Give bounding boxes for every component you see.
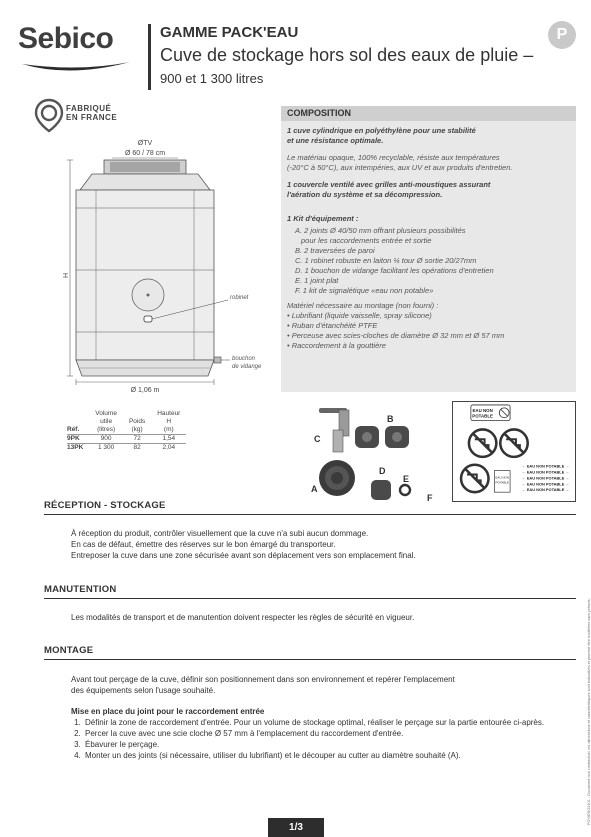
page-badge: P — [548, 21, 576, 49]
section-divider — [44, 598, 576, 599]
bouchon-label-1: bouchon — [232, 356, 256, 362]
tank-drawing — [64, 140, 274, 400]
logo-swoosh-icon — [20, 58, 132, 76]
montage-line: Avant tout perçage de la cuve, définir son positionnement dans son environnement et repérer l'emplacement — [71, 675, 455, 684]
material-item: • Ruban d'étanchéité PTFE — [287, 321, 378, 330]
height-label: H — [63, 272, 70, 278]
composition-lid: 1 couvercle ventilé avec grilles anti-moustiques assurant l'aération du système et sa décompression. — [287, 180, 491, 199]
page-number: 1/3 — [268, 818, 324, 837]
signage-strip: ← EAU NON POTABLE → — [521, 487, 570, 493]
no-drink-icon — [500, 429, 527, 456]
product-subtitle — [160, 44, 540, 90]
montage-subtitle: Mise en place du joint pour le raccordement entrée — [71, 707, 265, 716]
composition-tank: 1 cuve cylindrique en polyéthylène pour une stabilité et une résistance optimale. — [287, 126, 476, 145]
montage-line: des équipements selon l'usage souhaité. — [71, 686, 216, 695]
subtitle-volumes: 900 et 1 300 litres — [160, 71, 264, 86]
legal-side-text: POVIENO2401 - Document non contractuel, les dimensions et caractéristiques sont indicatives et peuvent être modifiées sans préavis. — [587, 598, 591, 825]
signage-strip: ← EAU NON POTABLE → — [521, 475, 570, 481]
section-divider — [44, 514, 576, 515]
col-height: Hauteur H (m) — [151, 410, 186, 435]
material-item: • Raccordement à la gouttière — [287, 341, 386, 350]
cell-height: 1,54 — [151, 435, 186, 444]
no-drink-icon — [469, 429, 496, 456]
subtitle-main: Cuve de stockage hors sol des eaux de pluie – — [160, 45, 534, 65]
location-pin-icon — [34, 98, 64, 132]
kit-label-a: A — [311, 484, 318, 494]
kit-item-c: C. 1 robinet robuste en laiton ¼ tour Ø sortie 20/27mm — [295, 256, 477, 265]
kit-item-a: A. 2 joints Ø 40/50 mm offrant plusieurs possibilités — [295, 226, 466, 235]
section-title-montage: MONTAGE — [44, 645, 94, 656]
table-row — [67, 444, 186, 453]
composition-body — [287, 126, 569, 351]
section-title-reception: RÉCEPTION - STOCKAGE — [44, 500, 166, 511]
table-row — [67, 435, 186, 444]
section-title-manutention: MANUTENTION — [44, 584, 117, 595]
kit-label-c: C — [314, 434, 321, 444]
montage-step: 4. Monter un des joints (si nécessaire, utiliser du lubrifiant) et le découper au cutter au diamètre souhaité (A). — [83, 750, 561, 761]
signage-strip: ← EAU NON POTABLE → — [521, 463, 570, 469]
kit-item-a-cont: pour les raccordements entrée et sortie — [301, 236, 432, 245]
cell-height: 2,04 — [162, 444, 176, 451]
col-ref: Réf. — [67, 410, 89, 435]
col-weight: Poids (kg) — [123, 410, 151, 435]
montage-step: 3. Ébavurer le perçage. — [83, 739, 561, 750]
montage-text — [71, 674, 561, 761]
montage-step: 1. Définir la zone de raccordement d'entrée. Pour un volume de stockage optimal, réaliser le perçage sur la partie entourée ci-après. — [83, 717, 561, 728]
legal-side-note — [580, 505, 591, 825]
reception-line: À réception du produit, contrôler visuellement que la cuve n'a subi aucun dommage. — [71, 529, 369, 538]
cell-ref: 9PK — [67, 435, 89, 444]
kit-label-e: E — [403, 474, 410, 484]
kit-label-d: D — [379, 466, 386, 476]
signage-tag-2: POTABLE — [495, 480, 509, 485]
made-in-line1: FABRIQUÉ — [66, 104, 112, 113]
kit-illustration — [305, 402, 445, 502]
material-title: Matériel nécessaire au montage (non fourni) : — [287, 301, 439, 310]
material-item: • Lubrifiant (liquide vaisselle, spray silicone) — [287, 311, 432, 320]
material-item: • Perceuse avec scies-cloches de diamètre Ø 32 mm et Ø 57 mm — [287, 331, 505, 340]
dtv-label: ØTV — [137, 140, 153, 147]
montage-step: 2. Percer la cuve avec une scie cloche Ø 57 mm à l'emplacement du raccordement d'entrée. — [83, 728, 561, 739]
made-in-france-label — [66, 104, 117, 122]
signage-tag-1: EAU NON — [495, 475, 509, 480]
reception-line: En cas de défaut, émettre des réserves sur le bon émargé du transporteur. — [71, 540, 336, 549]
diameter-label: Ø 1,06 m — [130, 387, 160, 394]
signage-title-2: POTABLE — [472, 413, 494, 419]
reference-table-header — [67, 410, 186, 435]
kit-item-e: E. 1 joint plat — [295, 276, 339, 285]
kit-item-b: B. 2 traversées de paroi — [295, 246, 375, 255]
brand-logo: Sebico — [18, 22, 114, 55]
section-divider — [44, 659, 576, 660]
cell-volume: 900 — [89, 435, 123, 444]
signage-strip: ← EAU NON POTABLE → — [521, 469, 570, 475]
kit-label-b: B — [387, 414, 394, 424]
signage-title-1: EAU NON — [472, 407, 493, 413]
made-in-line2: EN FRANCE — [66, 113, 118, 122]
cell-weight: 72 — [123, 435, 151, 444]
reception-text — [71, 528, 561, 561]
signage-strip: ← EAU NON POTABLE → — [521, 481, 570, 487]
cell-volume: 1 300 — [97, 444, 115, 451]
kit-item-f: F. 1 kit de signalétique «eau non potable» — [295, 286, 434, 295]
header-divider — [148, 24, 151, 90]
reference-table — [67, 410, 186, 452]
kit-label-f: F — [427, 493, 433, 503]
composition-material: Le matériau opaque, 100% recyclable, résiste aux températures (-20°C à 50°C), aux intempéries, aux UV et aux produits d'entretien. — [287, 153, 513, 172]
manutention-text: Les modalités de transport et de manutention doivent respecter les règles de sécurité en vigueur. — [71, 613, 415, 622]
kit-item-d: D. 1 bouchon de vidange facilitant les opérations d'entretien — [295, 266, 494, 275]
reception-line: Entreposer la cuve dans une zone sécurisée avant son déplacement vers son emplacement final. — [71, 551, 416, 560]
col-volume: Volume utile (litres) — [89, 410, 123, 435]
product-range-title: GAMME PACK'EAU — [160, 24, 299, 41]
cell-ref: 13PK — [67, 444, 84, 451]
bouchon-label-2: de vidange — [232, 364, 262, 370]
dtv-value: Ø 60 / 78 cm — [124, 150, 166, 157]
robinet-label: robinet — [230, 295, 249, 301]
no-drink-icon — [461, 465, 488, 492]
signage-panel — [452, 401, 576, 502]
composition-title: COMPOSITION — [281, 106, 576, 121]
kit-title: 1 Kit d'équipement : — [287, 214, 359, 223]
cell-weight: 82 — [133, 444, 141, 451]
